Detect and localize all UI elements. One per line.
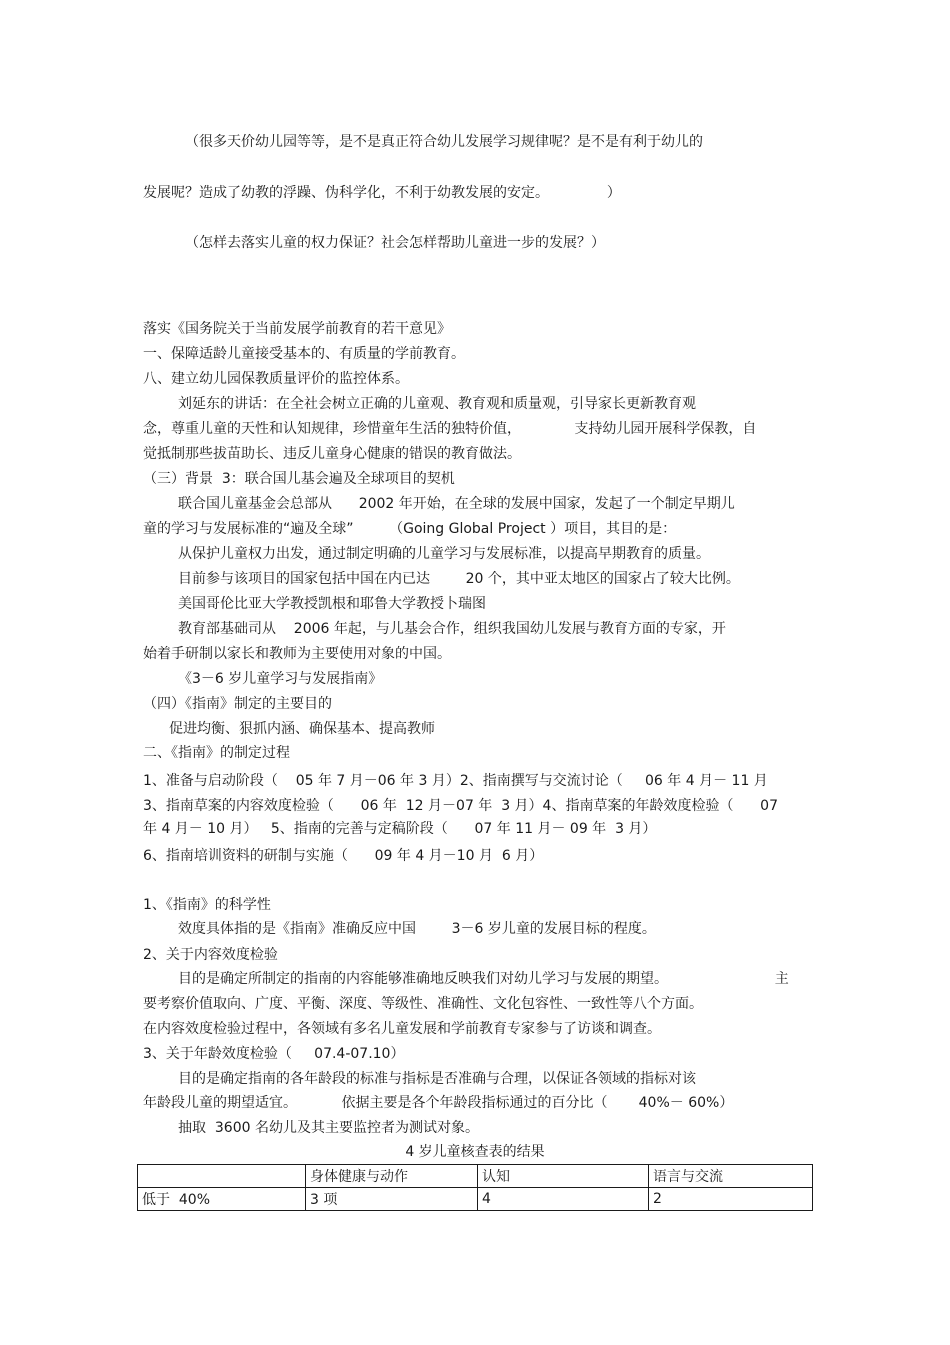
table-header-cell: 认知 [478, 1165, 649, 1188]
paragraph-line: 始着手研制以家长和教师为主要使用对象的中国。 [143, 646, 451, 662]
paragraph-line: 3、指南草案的内容效度检验（ 06 年 12 月－07 年 3 月）4、指南草案的年龄效度检验（ 07 [143, 798, 778, 814]
paragraph-line: 年 4 月－ 10 月） 5、指南的完善与定稿阶段（ 07 年 11 月－ 09 年 3 月） [143, 821, 657, 837]
paragraph-line: 年龄段儿童的期望适宜。 依据主要是各个年龄段指标通过的百分比（ 40%－ 60%） [143, 1095, 734, 1111]
paragraph-line: 目的是确定指南的各年龄段的标准与指标是否准确与合理，以保证各领域的指标对该 [178, 1071, 696, 1087]
table-cell: 3 项 [306, 1188, 478, 1211]
paragraph-line: 童的学习与发展标准的“遍及全球” （Going Global Project ）项目，其目的是： [143, 521, 677, 537]
table-header-cell: 身体健康与动作 [306, 1165, 478, 1188]
paragraph-line: 刘延东的讲话：在全社会树立正确的儿童观、教育观和质量观，引导家长更新教育观 [178, 396, 696, 412]
section-heading: 落实《国务院关于当前发展学前教育的若干意见》 [143, 321, 451, 337]
paragraph-line: 美国哥伦比亚大学教授凯根和耶鲁大学教授卜瑞图 [178, 596, 486, 612]
paragraph-line: 一、保障适龄儿童接受基本的、有质量的学前教育。 [143, 346, 465, 362]
section-heading: （三）背景 3：联合国儿基会遍及全球项目的契机 [143, 471, 455, 487]
paragraph-line: 联合国儿童基金会总部从 2002 年开始，在全球的发展中国家，发起了一个制定早期儿 [178, 496, 735, 512]
paragraph-line: 从保护儿童权力出发，通过制定明确的儿童学习与发展标准，以提高早期教育的质量。 [178, 546, 710, 562]
paragraph-line: 念，尊重儿童的天性和认知规律，珍惜童年生活的独特价值， 支持幼儿园开展科学保教，自 [143, 421, 757, 437]
paragraph-line: （怎样去落实儿童的权力保证？社会怎样帮助儿童进一步的发展？） [185, 235, 605, 251]
table-cell: 4 [478, 1188, 649, 1211]
paragraph-line: 促进均衡、狠抓内涵、确保基本、提高教师 [169, 721, 435, 737]
table-row [138, 1188, 813, 1211]
table-header-cell: 语言与交流 [649, 1165, 813, 1188]
paragraph-line: 要考察价值取向、广度、平衡、深度、等级性、准确性、文化包容性、一致性等八个方面。 [143, 996, 703, 1012]
paragraph-line: 觉抵制那些拔苗助长、违反儿童身心健康的错误的教育做法。 [143, 446, 521, 462]
paragraph-line: 《3－6 岁儿童学习与发展指南》 [178, 671, 383, 687]
section-heading: 3、关于年龄效度检验（ 07.4-07.10） [143, 1046, 405, 1062]
paragraph-line: 1、准备与启动阶段（ 05 年 7 月－06 年 3 月）2、指南撰写与交流讨论（ 06 年 4 月－ 11 月 [143, 773, 768, 789]
paragraph-line: 教育部基础司从 2006 年起，与儿基会合作，组织我国幼儿发展与教育方面的专家，开 [178, 621, 726, 637]
section-heading: 1、《指南》的科学性 [143, 897, 271, 913]
paragraph-line: 目前参与该项目的国家包括中国在内已达 20 个，其中亚太地区的国家占了较大比例。 [178, 571, 740, 587]
table-cell: 2 [649, 1188, 813, 1211]
section-heading: 二、《指南》的制定过程 [143, 745, 290, 761]
paragraph-line: 6、指南培训资料的研制与实施（ 09 年 4 月－10 月 6 月） [143, 848, 544, 864]
paragraph-line: 在内容效度检验过程中，各领域有多名儿童发展和学前教育专家参与了访谈和调查。 [143, 1021, 661, 1037]
table-header-row [138, 1165, 813, 1188]
paragraph-line: 效度具体指的是《指南》准确反应中国 3－6 岁儿童的发展目标的程度。 [178, 921, 656, 937]
results-table [137, 1164, 813, 1211]
table-header-cell [138, 1165, 306, 1188]
table-cell: 低于 40% [138, 1188, 306, 1211]
paragraph-line: （很多天价幼儿园等等，是不是真正符合幼儿发展学习规律呢？是不是有利于幼儿的 [185, 134, 703, 150]
table-caption: 4 岁儿童核查表的结果 [405, 1144, 545, 1160]
section-heading: 2、关于内容效度检验 [143, 947, 278, 963]
paragraph-line: 抽取 3600 名幼儿及其主要监控者为测试对象。 [178, 1120, 479, 1136]
paragraph-line: 八、建立幼儿园保教质量评价的监控体系。 [143, 371, 409, 387]
section-heading: （四）《指南》制定的主要目的 [143, 696, 332, 712]
paragraph-line: 发展呢？造成了幼教的浮躁、伪科学化，不利于幼教发展的安定。 ） [143, 185, 621, 201]
paragraph-line: 目的是确定所制定的指南的内容能够准确地反映我们对幼儿学习与发展的期望。 主 [178, 971, 789, 987]
